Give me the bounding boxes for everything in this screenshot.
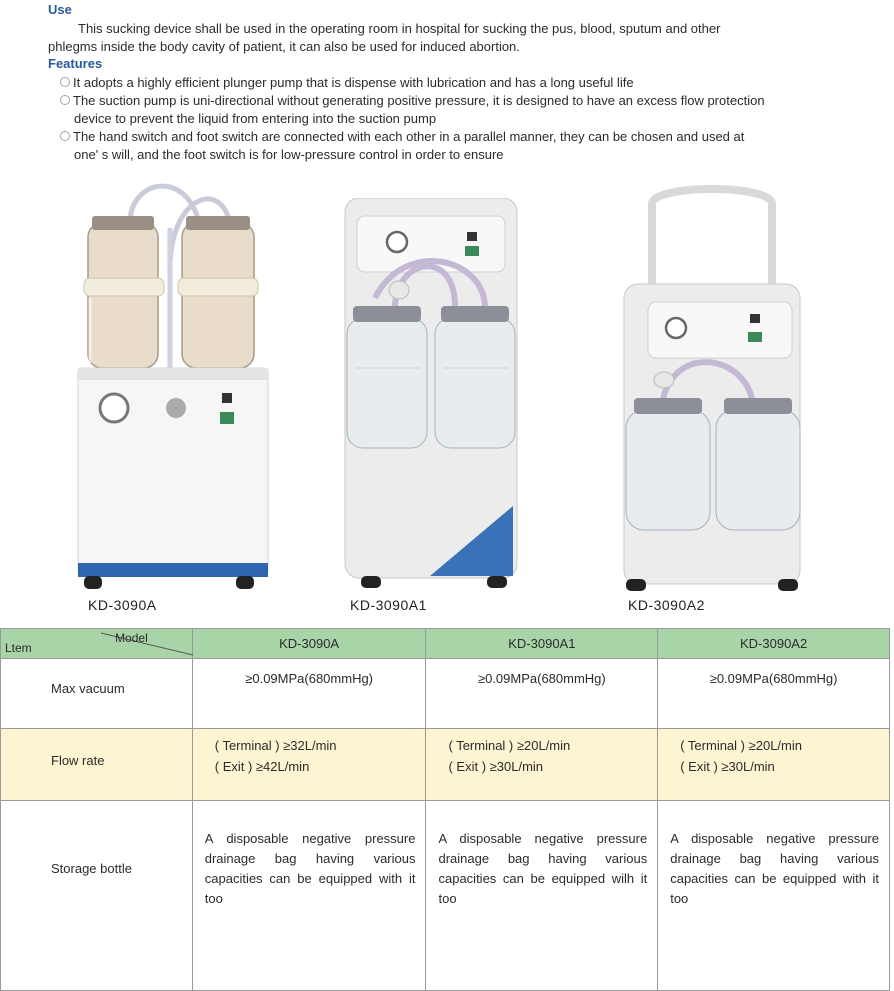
header-model-label: Model	[115, 631, 148, 645]
product-caption-2: KD-3090A1	[350, 597, 427, 613]
flow-terminal: ( Terminal ) ≥32L/min	[214, 738, 337, 753]
header-model-item-cell	[1, 629, 193, 659]
use-line-1: This sucking device shall be used in the operating room in hospital for sucking the pus, blood, sputum and other	[78, 21, 721, 36]
table-cell: ≥0.09MPa(680mmHg)	[192, 659, 426, 729]
table-row	[1, 729, 890, 801]
spec-table	[0, 628, 890, 991]
feature-item-1: It adopts a highly efficient plunger pump that is dispense with lubrication and has a long useful life	[60, 74, 860, 92]
table-cell: A disposable negative pressure drainage bag having various capacities can be equipped with it too	[192, 801, 426, 991]
table-row	[1, 659, 890, 729]
product-kd3090a2-image	[612, 184, 812, 594]
features-heading: Features	[48, 56, 103, 71]
feature-item-3-cont: one' s will, and the foot switch is for low-pressure control in order to ensure	[74, 147, 504, 162]
feature-item-3: The hand switch and foot switch are connected with each other in a parallel manner, they can be chosen and used at	[60, 128, 860, 146]
use-line-2: phlegms inside the body cavity of patient, it can also be used for induced abortion.	[48, 39, 520, 54]
column-header: KD-3090A1	[426, 629, 658, 659]
table-cell: A disposable negative pressure drainage bag having various capacities can be equipped wilh it too	[426, 801, 658, 991]
header-item-label: Ltem	[5, 641, 32, 655]
table-row	[1, 801, 890, 991]
row-label: Storage bottle	[1, 801, 193, 991]
feature-item-2-cont: device to prevent the liquid from entering into the suction pump	[74, 111, 437, 126]
feature-item-2: The suction pump is uni-directional without generating positive pressure, it is designed to have an excess flow protection	[60, 92, 860, 110]
table-cell: ≥0.09MPa(680mmHg)	[426, 659, 658, 729]
bullet-icon	[60, 77, 70, 87]
use-heading: Use	[48, 2, 72, 17]
flow-exit: ( Exit ) ≥30L/min	[680, 759, 775, 774]
table-cell: A disposable negative pressure drainage bag having various capacities can be equipped with it too	[658, 801, 890, 991]
table-cell	[658, 729, 890, 801]
product-kd3090a1-image	[335, 198, 525, 593]
bullet-icon	[60, 95, 70, 105]
product-kd3090a-image	[70, 168, 280, 593]
row-label: Flow rate	[1, 729, 193, 801]
table-cell	[426, 729, 658, 801]
bullet-icon	[60, 131, 70, 141]
table-cell	[192, 729, 426, 801]
table-cell: ≥0.09MPa(680mmHg)	[658, 659, 890, 729]
flow-terminal: ( Terminal ) ≥20L/min	[680, 738, 802, 753]
flow-terminal: ( Terminal ) ≥20L/min	[448, 738, 571, 753]
column-header: KD-3090A2	[658, 629, 890, 659]
column-header: KD-3090A	[192, 629, 426, 659]
row-label: Max vacuum	[1, 659, 193, 729]
product-caption-1: KD-3090A	[88, 597, 157, 613]
flow-exit: ( Exit ) ≥30L/min	[448, 759, 544, 774]
product-caption-3: KD-3090A2	[628, 597, 705, 613]
flow-exit: ( Exit ) ≥42L/min	[214, 759, 310, 774]
table-header-row	[1, 629, 890, 659]
